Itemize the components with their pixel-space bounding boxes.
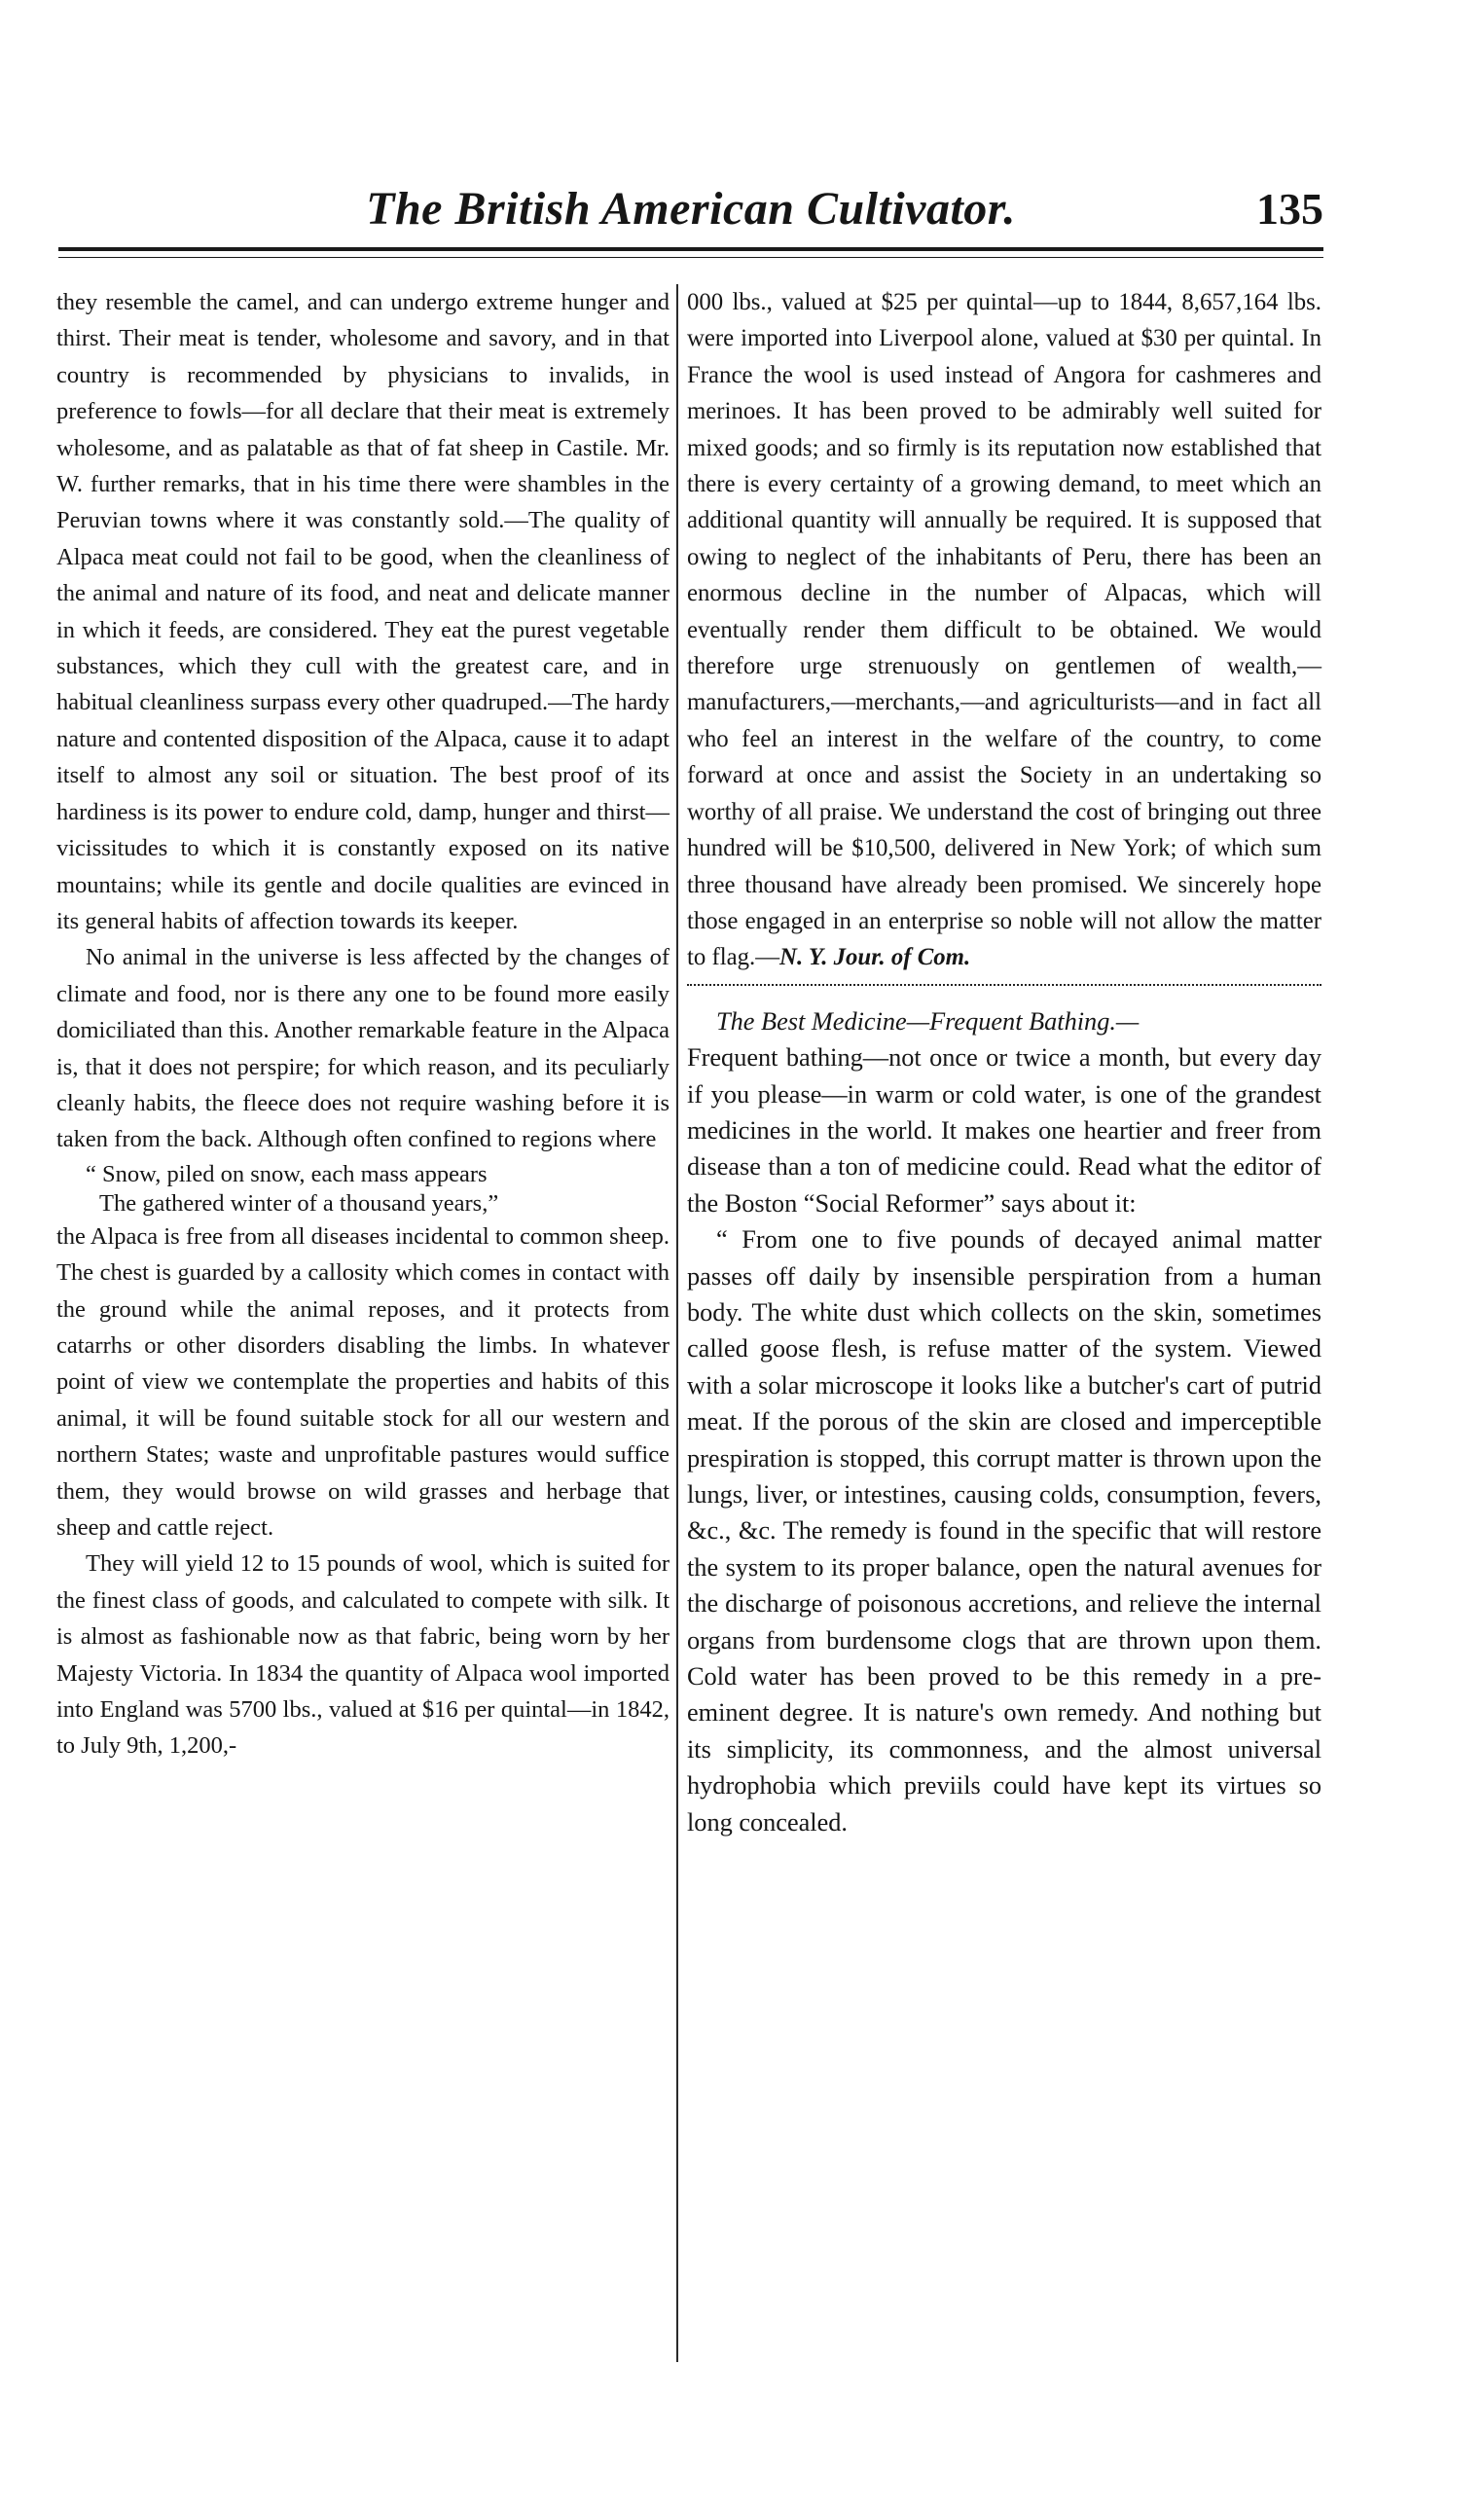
article-2-title-line bbox=[687, 1003, 1321, 1039]
header-rule bbox=[58, 247, 1323, 258]
running-header bbox=[58, 180, 1323, 238]
left-paragraph-4: They will yield 12 to 15 pounds of wool, which is suited for the finest class of goods, and calculated to compete with silk. It is almost as fashionable now as that fabric, being worn by her Majesty Victoria. In 1834 the quantity of Alpaca wool imported into England was 5700 lbs., valued at $16 per quintal—in 1842, to July 9th, 1,200,- bbox=[56, 1550, 670, 1760]
verse-quotation bbox=[56, 1160, 670, 1219]
right-paragraph-1-text: 000 lbs., valued at $25 per quintal—up to 1844, 8,657,164 lbs. were imported into Liverpool alone, valued at $30 per quintal. In France the wool is used instead of Angora for cashmeres and merinoes. It has been proved to be admirably well suited for mixed goods; and so firmly is its reputation now established that there is every certainty of a growing demand, to meet which an additional quantity will annually be required. It is supposed that owing to neglect of the inhabitants of Peru, there has been an enormous decline in the number of Alpacas, which will eventually render them difficult to be obtained. We would therefore urge strenuously on gentlemen of wealth,—manufacturers,—merchants,—and agriculturists—and in fact all who feel an interest in the welfare of the country, to come forward at once and assist the Society in an undertaking so worthy of all praise. We understand the cost of bringing out three hundred will be $10,500, delivered in New York; of which sum three thousand have already been promised. We sincerely hope those engaged in an enterprise so noble will not allow the matter to flag.— bbox=[687, 289, 1321, 971]
verse-line-2: The gathered winter of a thousand years,” bbox=[99, 1189, 499, 1217]
column-divider bbox=[676, 284, 678, 2362]
left-paragraph-3: the Alpaca is free from all diseases incidental to common sheep. The chest is guarded by a callosity which comes in contact with the ground while the animal reposes, and it protects from catarrhs or other disorders disabling the limbs. In whatever point of view we contemplate the properties and habits of this animal, it will be found suitable stock for all our western and northern States; waste and unprofitable pastures would suffice them, they would browse on wild grasses and herbage that sheep and cattle reject. bbox=[56, 1222, 670, 1541]
right-paragraph-2: Frequent bathing—not once or twice a month, but every day if you please—in warm or cold water, is one of the grandest medicines in the world. It makes one heartier and freer from disease than a ton of medicine could. Read what the editor of the Boston “Social Reformer” says about it: bbox=[687, 1043, 1321, 1218]
page-number: 135 bbox=[1256, 184, 1323, 234]
left-paragraph-2: No animal in the universe is less affected by the changes of climate and food, nor is there any one to be found more easily domiciliated than this. Another remarkable feature in the Alpaca is, that it does not perspire; for which reason, and its peculiarly cleanly habits, the fleece does not require washing before it is taken from the back. Although often confined to regions where bbox=[56, 944, 670, 1153]
source-byline: N. Y. Jour. of Com. bbox=[779, 944, 971, 971]
article-separator bbox=[687, 984, 1321, 994]
right-paragraph-3: “ From one to five pounds of decayed animal matter passes off daily by insensible perspiration from a human body. The white dust which collects on the skin, sometimes called goose flesh, is refuse matter of the system. Viewed with a solar microscope it looks like a butcher's cart of putrid meat. If the porous of the skin are closed and imperceptible prespiration is stopped, this corrupt matter is thrown upon the lungs, liver, or intestines, causing colds, consumption, fevers, &c., &c. The remedy is found in the specific that will restore the system to its proper balance, open the natural avenues for the discharge of poisonous accretions, and relieve the internal organs from burdensome clogs that are thrown upon them. Cold water has been proved to be this remedy in a pre-eminent degree. It is nature's own remedy. And nothing but its simplicity, its commonness, and the almost universal hydrophobia which previils could have kept its virtues so long concealed. bbox=[687, 1225, 1321, 1837]
article-2-title: The Best Medicine—Frequent Bathing.— bbox=[716, 1006, 1140, 1036]
left-column bbox=[56, 284, 670, 1764]
left-paragraph-1: they resemble the camel, and can undergo extreme hunger and thirst. Their meat is tender, wholesome and savory, and in that country is recommended by physicians to invalids, in preference to fowls—for all declare that their meat is extremely wholesome, and as palatable as that of fat sheep in Castile. Mr. W. further remarks, that in his time there were shambles in the Peruvian towns where it was constantly sold.—The quality of Alpaca meat could not fail to be good, when the cleanliness of the animal and nature of its food, and neat and delicate manner in which it feeds, are considered. They eat the purest vegetable substances, which they cull with the greatest care, and in habitual cleanliness surpass every other quadruped.—The hardy nature and contented disposition of the Alpaca, cause it to adapt itself to almost any soil or situation. The best proof of its hardiness is its power to endure cold, damp, hunger and thirst—vicissitudes to which it is constantly exposed on its native mountains; while its gentle and docile qualities are evinced in its general habits of affection towards its keeper. bbox=[56, 289, 670, 934]
verse-line-1: “ Snow, piled on snow, each mass appears bbox=[86, 1160, 488, 1187]
right-paragraph-1 bbox=[687, 284, 1321, 976]
publication-title: The British American Cultivator. bbox=[366, 183, 1016, 235]
right-column bbox=[687, 284, 1321, 1840]
